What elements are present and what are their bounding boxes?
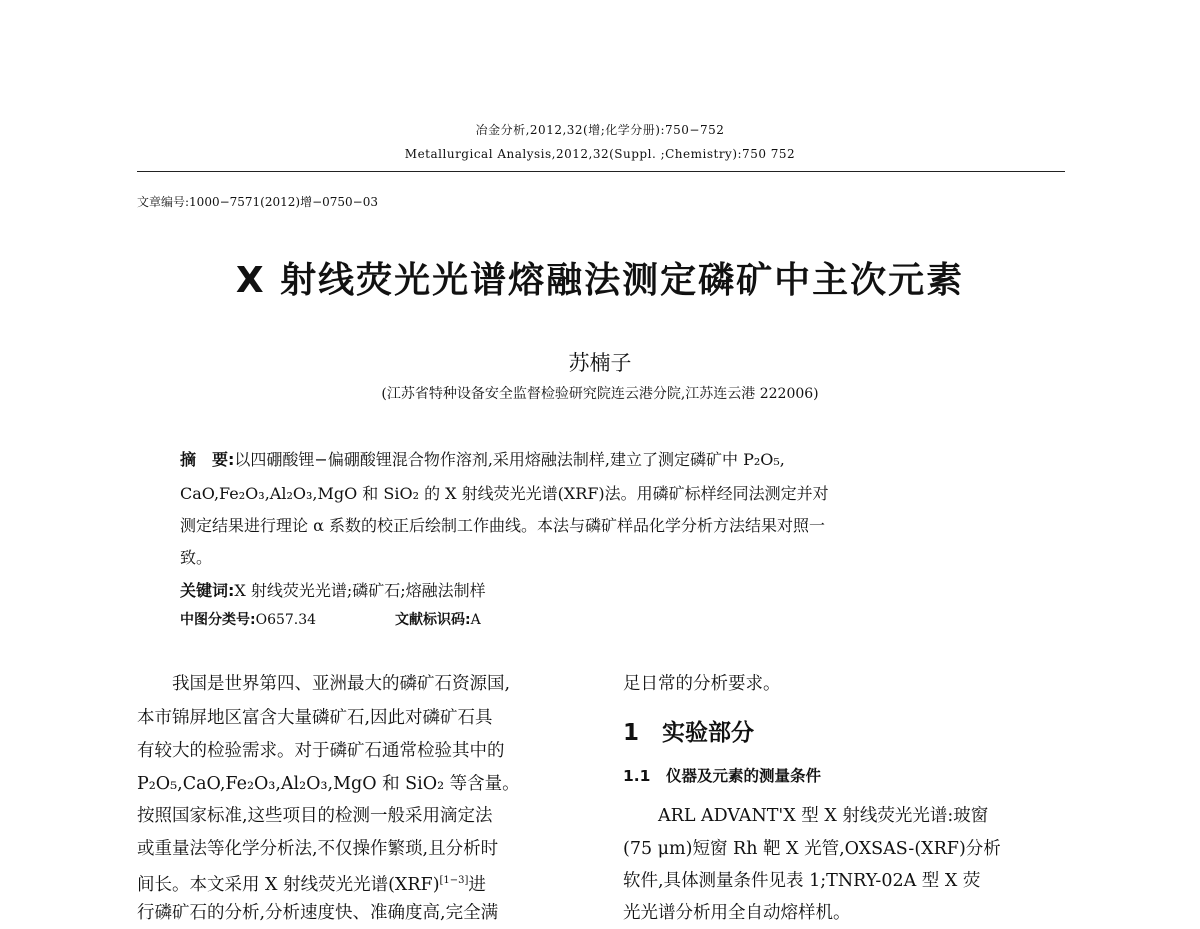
body-line: 本市锦屏地区富含大量磷矿石,因此对磷矿石具: [137, 708, 493, 728]
body-line: 软件,具体测量条件见表 1;TNRY-02A 型 X 荧: [623, 871, 981, 891]
author: 苏楠子: [568, 351, 632, 375]
body-line: 光光谱分析用全自动熔样机。: [623, 903, 851, 923]
body-text: 进: [468, 874, 486, 895]
body-line: ARL ADVANT'X 型 X 射线荧光光谱:玻窗: [623, 806, 989, 826]
section-heading: 1 实验部分: [623, 720, 755, 746]
body-line: 有较大的检验需求。对于磷矿石通常检验其中的: [137, 741, 505, 761]
body-line: [137, 870, 486, 896]
body-line: 足日常的分析要求。: [623, 674, 781, 694]
clc-value: O657.34: [255, 612, 317, 628]
keywords-text: X 射线荧光光谱;磷矿石;熔融法制样: [234, 581, 486, 600]
abstract-line: 测定结果进行理论 α 系数的校正后绘制工作曲线。本法与磷矿样品化学分析方法结果对照一: [180, 516, 825, 535]
abstract-line: 致。: [180, 548, 213, 567]
affiliation: (江苏省特种设备安全监督检验研究院连云港分院,江苏连云港 222006): [381, 386, 819, 402]
abstract-line: CaO,Fe₂O₃,Al₂O₃,MgO 和 SiO₂ 的 X 射线荧光光谱(XRF)法。用磷矿标样经同法测定并对: [180, 484, 829, 503]
body-line: P₂O₅,CaO,Fe₂O₃,Al₂O₃,MgO 和 SiO₂ 等含量。: [137, 774, 520, 794]
body-line: 我国是世界第四、亚洲最大的磷矿石资源国,: [137, 674, 511, 694]
citation: [1−3]: [439, 875, 469, 886]
keywords: [180, 578, 486, 601]
body-line: 行磷矿石的分析,分析速度快、准确度高,完全满: [137, 903, 499, 923]
subsection-heading: 1.1 仪器及元素的测量条件: [623, 767, 821, 785]
body-text: 间长。本文采用 X 射线荧光光谱(XRF): [137, 874, 440, 895]
classification: [180, 609, 481, 629]
journal-header-en: Metallurgical Analysis,2012,32(Suppl. ;Chemistry):750 752: [404, 147, 796, 161]
doc-code-value: A: [470, 612, 481, 628]
body-line: 按照国家标准,这些项目的检测一般采用滴定法: [137, 806, 493, 826]
article-number: 文章编号:1000−7571(2012)增−0750−03: [137, 195, 378, 209]
paper-title: X 射线荧光光谱熔融法测定磷矿中主次元素: [235, 260, 965, 301]
header-rule: [137, 171, 1065, 172]
abstract-text: 以四硼酸锂−偏硼酸锂混合物作溶剂,采用熔融法制样,建立了测定磷矿中 P₂O₅,: [234, 450, 785, 469]
journal-header-cn: 冶金分析,2012,32(增;化学分册):750−752: [475, 123, 725, 137]
clc-label: 中图分类号:: [180, 612, 256, 628]
body-line: (75 μm)短窗 Rh 靶 X 光管,OXSAS-(XRF)分析: [623, 839, 1001, 859]
abstract-line: [180, 447, 785, 470]
keywords-label: 关键词:: [180, 581, 235, 600]
doc-code-label: 文献标识码:: [394, 612, 471, 628]
abstract-label: 摘 要:: [180, 450, 235, 469]
body-line: 或重量法等化学分析法,不仅操作繁琐,且分析时: [137, 839, 499, 859]
